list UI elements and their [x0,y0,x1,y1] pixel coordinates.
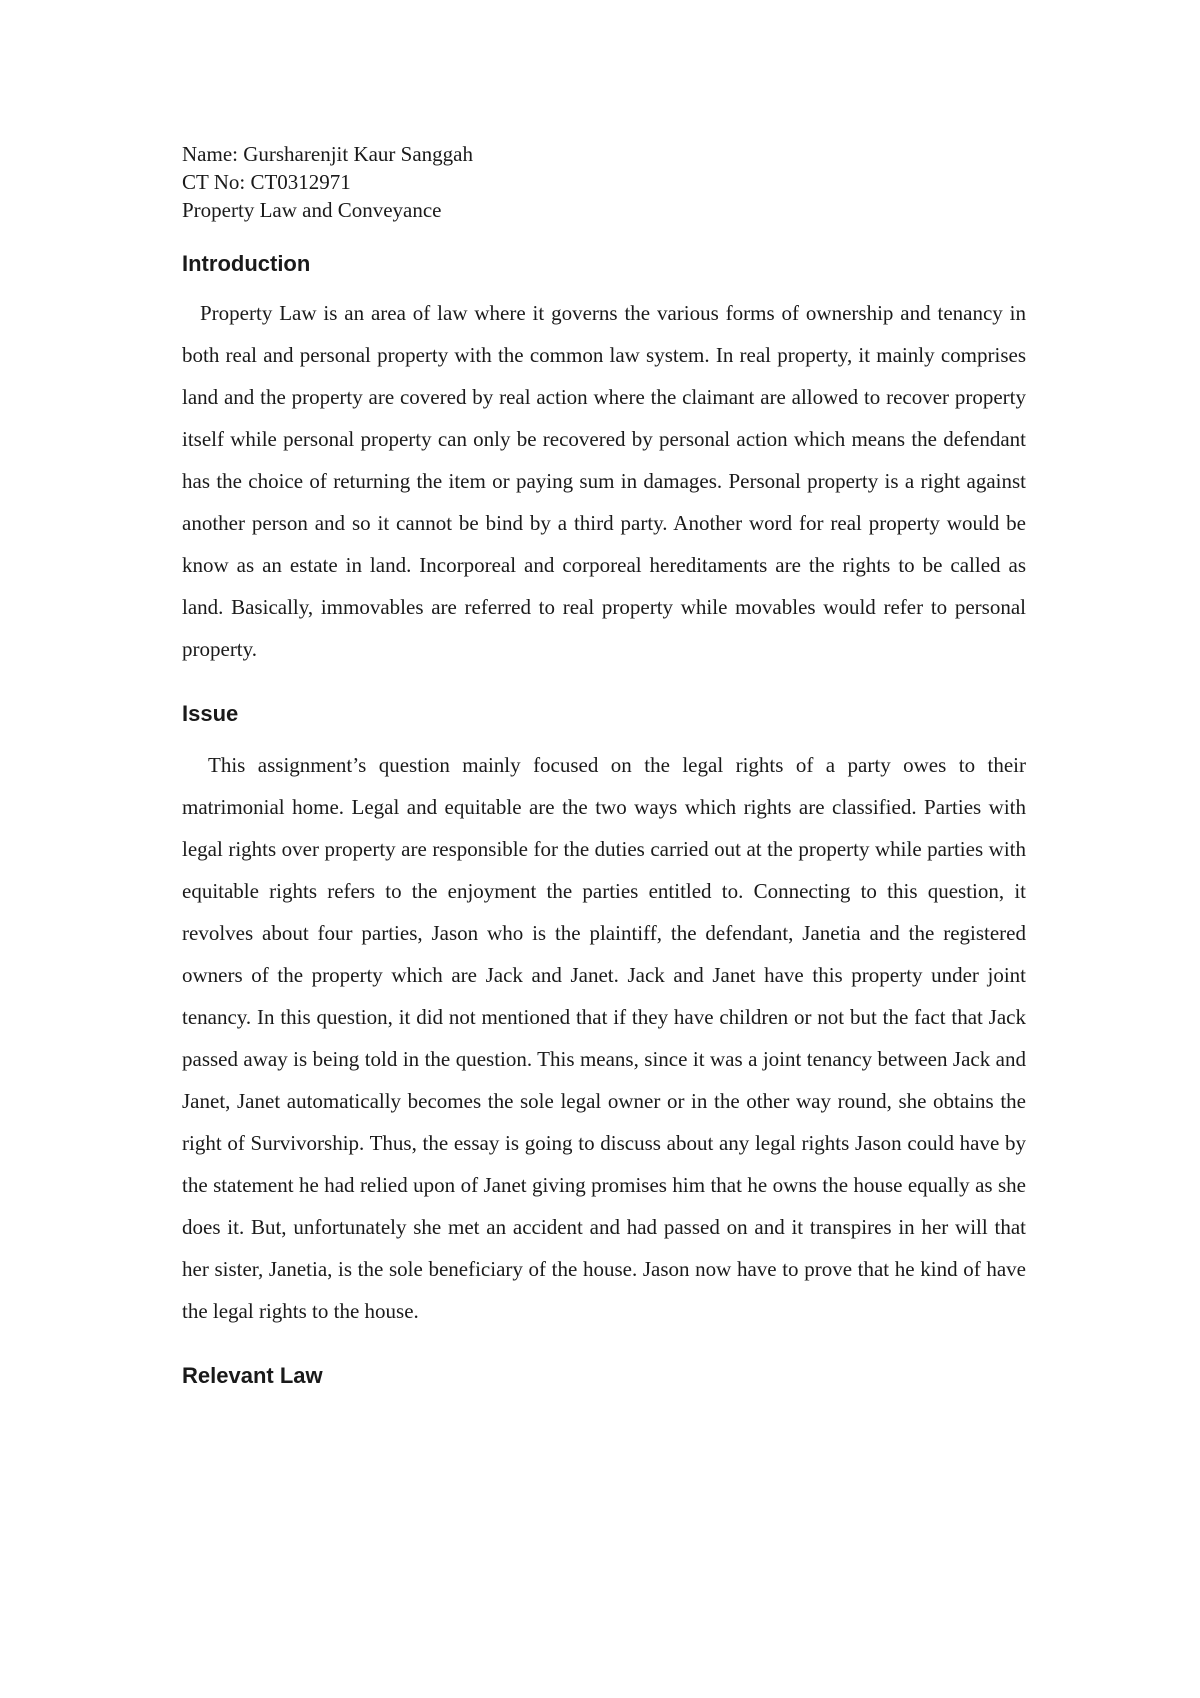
issue-paragraph: This assignment’s question mainly focused on the legal rights of a party owes to their matrimonial home. Legal and equitable are the two ways which rights are classified. Parties with legal rights over property are responsible for the duties carried out at the property while parties with equitable rights refers to the enjoyment the parties entitled to. Connecting to this question, it revolves about four parties, Jason who is the plaintiff, the defendant, Janetia and the registered owners of the property which are Jack and Janet. Jack and Janet have this property under joint tenancy. In this question, it did not mentioned that if they have children or not but the fact that Jack passed away is being told in the question. This means, since it was a joint tenancy between Jack and Janet, Janet automatically becomes the sole legal owner or in the other way round, she obtains the right of Survivorship. Thus, the essay is going to discuss about any legal rights Jason could have by the statement he had relied upon of Janet giving promises him that he owns the house equally as she does it. But, unfortunately she met an accident and had passed on and it transpires in her will that her sister, Janetia, is the sole beneficiary of the house. Jason now have to prove that he kind of have the legal rights to the house. [182,753,1026,1323]
relevant-law-heading: Relevant Law [182,1363,323,1388]
introduction-heading: Introduction [182,251,311,276]
introduction-paragraph: Property Law is an area of law where it governs the various forms of ownership and tenancy in both real and personal property with the common law system. In real property, it mainly comprises land and the property are covered by real action where the claimant are allowed to recover property itself while personal property can only be recovered by personal action which means the defendant has the choice of returning the item or paying sum in damages. Personal property is a right against another person and so it cannot be bind by a third party. Another word for real property would be know as an estate in land. Incorporeal and corporeal hereditaments are the rights to be called as land. Basically, immovables are referred to real property while movables would refer to personal property. [182,301,1026,661]
student-name: Name: Gursharenjit Kaur Sanggah [182,142,473,166]
course-title: Property Law and Conveyance [182,198,442,222]
issue-heading: Issue [182,701,239,726]
ct-number: CT No: CT0312971 [182,170,351,194]
document-page [182,140,1026,1390]
